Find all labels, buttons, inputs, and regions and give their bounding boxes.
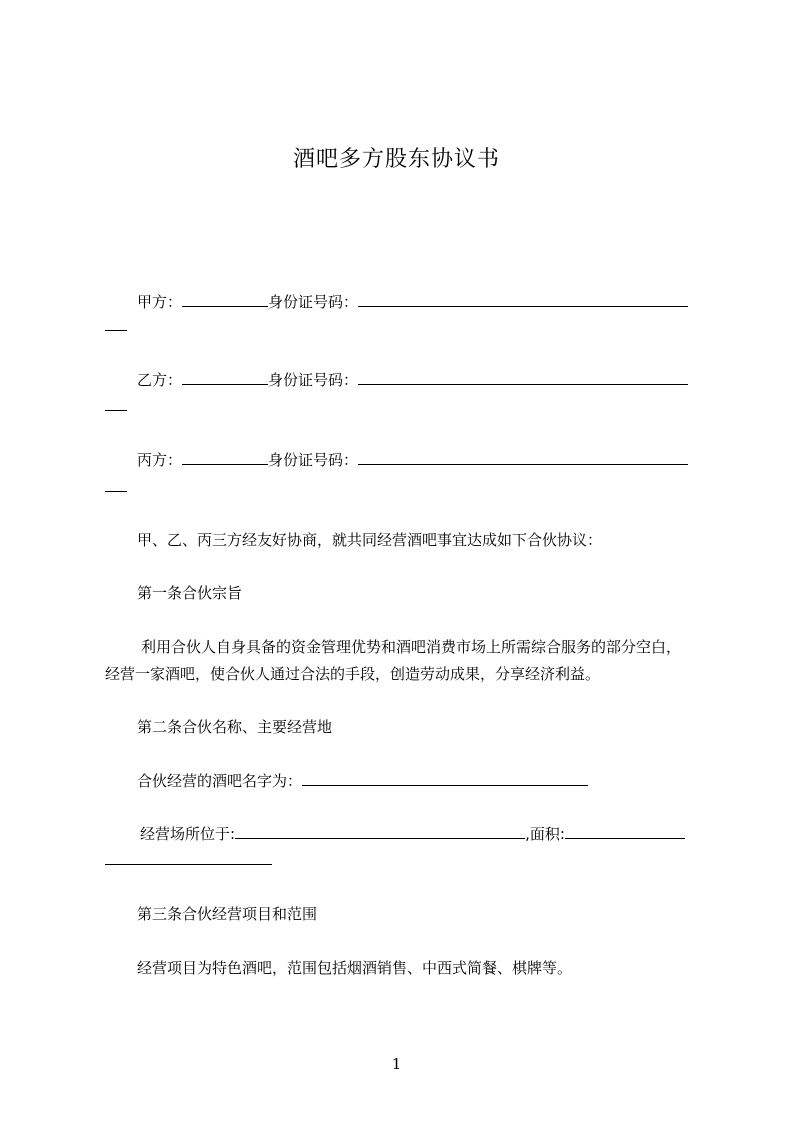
party-c-id-blank[interactable] (358, 450, 688, 465)
party-b-id-label: 身份证号码： (268, 371, 359, 389)
area-blank[interactable] (565, 824, 685, 839)
party-a-label: 甲方： (137, 293, 183, 311)
party-c-id-blank-continuation (105, 491, 127, 492)
page-number: 1 (391, 1055, 402, 1073)
party-b-name-blank[interactable] (182, 370, 268, 385)
party-a-name-blank[interactable] (182, 292, 268, 307)
party-b-id-blank[interactable] (358, 370, 688, 385)
party-a-id-blank-continuation (105, 330, 127, 331)
party-b-line (137, 370, 688, 390)
location-label: 经营场所位于: (140, 825, 236, 843)
article3-heading: 第三条合伙经营项目和范围 (137, 905, 318, 923)
party-a-id-blank[interactable] (358, 292, 688, 307)
article2-heading: 第二条合伙名称、主要经营地 (137, 718, 333, 736)
bar-name-blank[interactable] (302, 771, 588, 786)
area-blank-continuation (105, 864, 272, 865)
article1-body-line1: 利用合伙人自身具备的资金管理优势和酒吧消费市场上所需综合服务的部分空白， (141, 638, 682, 656)
party-c-label: 丙方： (137, 451, 183, 469)
party-c-id-label: 身份证号码： (268, 451, 359, 469)
article3-body: 经营项目为特色酒吧，范围包括烟酒销售、中西式简餐、棋牌等。 (137, 959, 573, 977)
location-blank[interactable] (235, 824, 525, 839)
bar-name-line (137, 771, 588, 791)
party-c-line (137, 450, 688, 470)
bar-name-label: 合伙经营的酒吧名字为： (137, 772, 303, 790)
party-b-label: 乙方： (137, 371, 183, 389)
area-label: ,面积: (525, 825, 565, 843)
party-a-line (137, 292, 688, 312)
party-a-id-label: 身份证号码： (268, 293, 359, 311)
page-title: 酒吧多方股东协议书 (292, 147, 500, 172)
party-b-id-blank-continuation (105, 410, 127, 411)
article1-body-line2: 经营一家酒吧，使合伙人通过合法的手段，创造劳动成果，分享经济利益。 (105, 665, 601, 683)
article1-heading: 第一条合伙宗旨 (137, 584, 243, 602)
location-line (140, 824, 685, 844)
intro-paragraph: 甲、乙、丙三方经友好协商，就共同经营酒吧事宜达成如下合伙协议： (137, 531, 603, 549)
party-c-name-blank[interactable] (182, 450, 268, 465)
